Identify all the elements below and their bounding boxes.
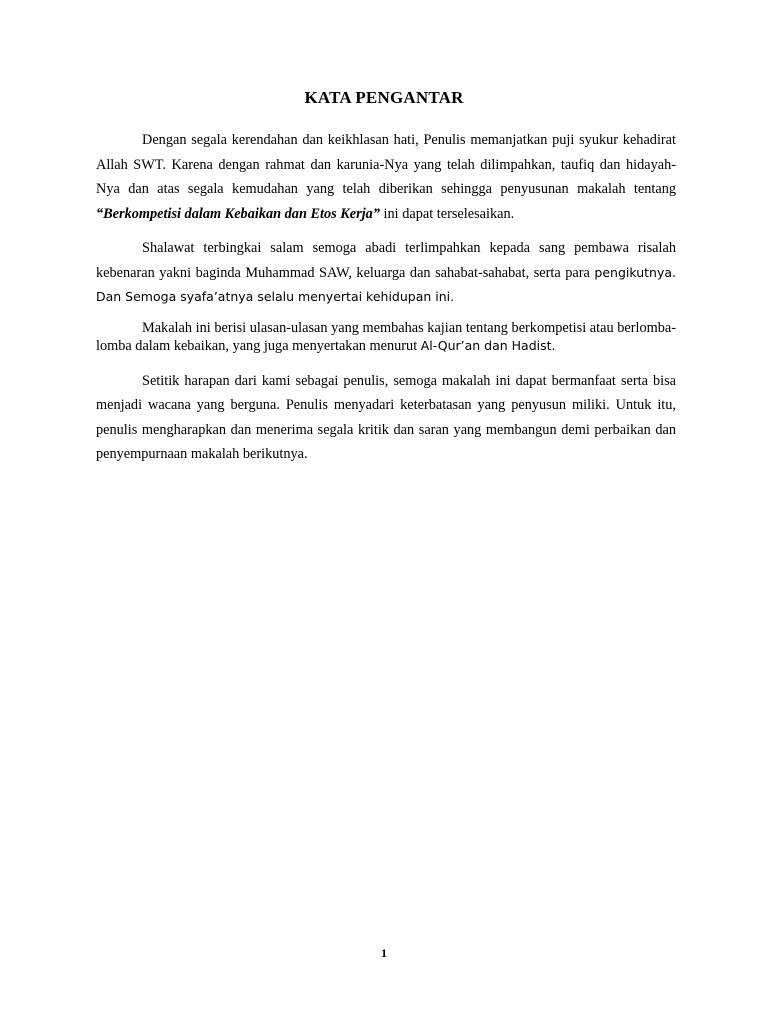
page-title: KATA PENGANTAR — [304, 88, 464, 107]
paragraph-closing: Setitik harapan dari kami sebagai penulis, semoga makalah ini dapat bermanfaat serta bisa menjadi wacana yang berguna. Penulis menyadari keterbatasan yang penyusun miliki. Untuk itu, penulis mengharapkan dan menerima segala kritik dan saran yang membangun demi perbaikan dan penyempurnaan makalah berikutnya. — [96, 372, 676, 462]
paragraph-shalawat-tail: pengikutnya. Dan Semoga syafa’atnya selalu menyertai kehidupan ini. — [96, 264, 676, 304]
paragraph-intro-emphasis: “Berkompetisi dalam Kebaikan dan Etos Kerja” — [96, 205, 380, 222]
paragraph-shalawat — [96, 236, 676, 310]
paragraph-content-tail: Al-Qur’an dan Hadist. — [420, 337, 556, 353]
paragraph-content — [96, 320, 676, 355]
paragraph-intro-text: Dengan segala kerendahan dan keikhlasan hati, Penulis memanjatkan puji syukur kehadirat Allah SWT. Karena dengan rahmat dan karunia-Nya yang telah dilimpahkan, taufiq dan hidayah-Nya dan atas segala kemudahan yang telah diberikan sehingga penyusunan makalah tentang — [96, 132, 676, 197]
paragraph-intro — [96, 128, 676, 226]
paragraph-intro-ending: ini dapat terselesaikan. — [379, 205, 515, 222]
page-number: 1 — [381, 946, 387, 960]
document-body — [96, 128, 676, 467]
paragraph-shalawat-text: Shalawat terbingkai salam semoga abadi terlimpahkan kepada sang pembawa risalah kebenaran yakni baginda Muhammad SAW, keluarga dan sahabat-sahabat, serta para — [96, 240, 676, 281]
paragraph-content-text: Makalah ini berisi ulasan-ulasan yang membahas kajian tentang berkompetisi atau berlomba-lomba dalam kebaikan, yang juga menyertakan menurut — [96, 319, 676, 354]
